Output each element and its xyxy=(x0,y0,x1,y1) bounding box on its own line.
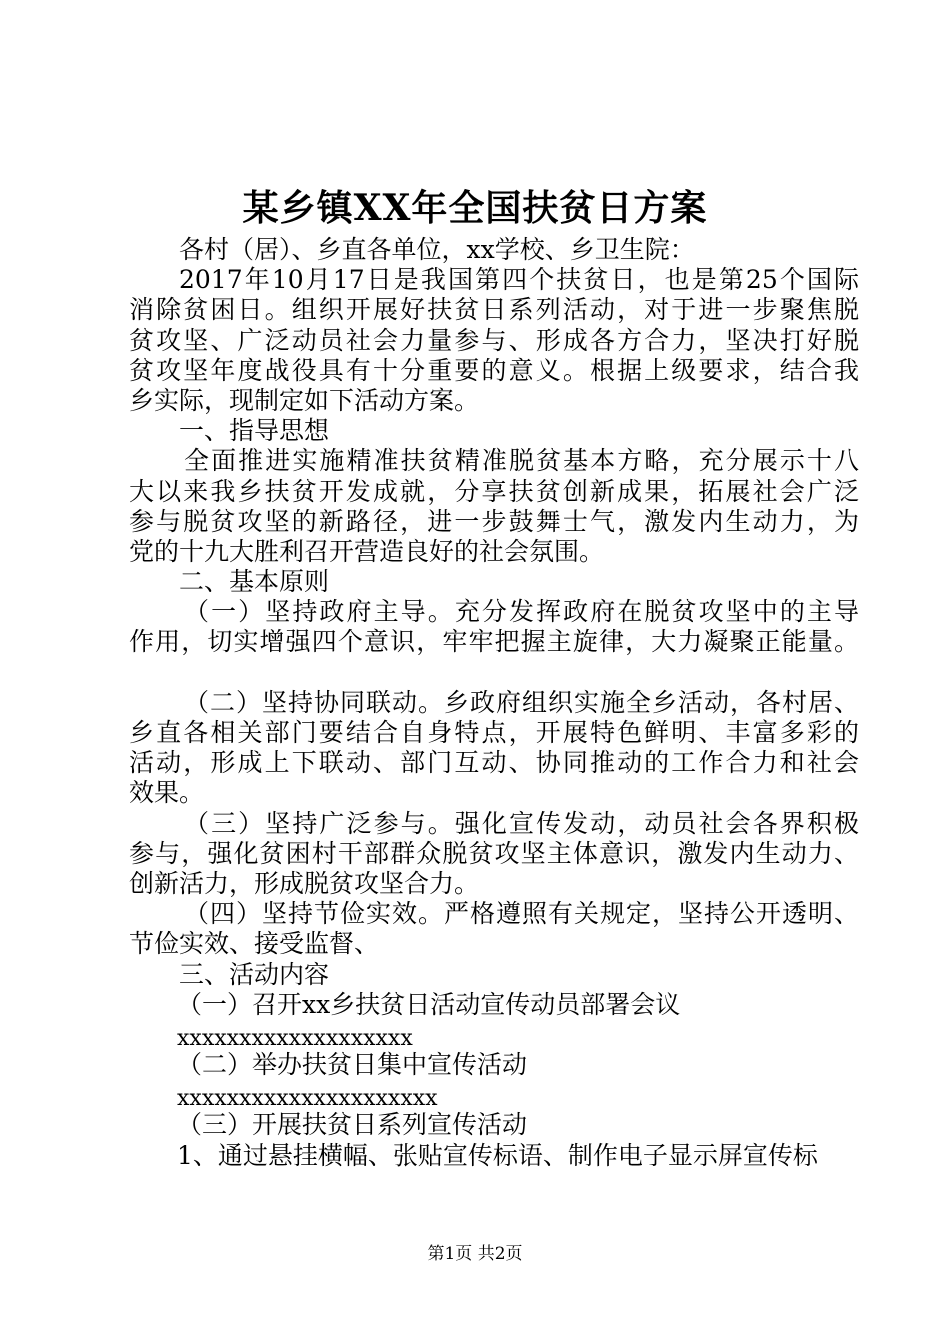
paragraph-line: 效果。 xyxy=(129,778,205,808)
paragraph-line: 党的十九大胜利召开营造良好的社会氛围。 xyxy=(129,536,605,566)
paragraph-line: 2017年10月17日是我国第四个扶贫日，也是第25个国际 xyxy=(179,265,859,295)
paragraph-line: 参与，强化贫困村干部群众脱贫攻坚主体意识，激发内生动力、 xyxy=(129,838,859,868)
salutation-line: 各村（居）、乡直各单位，xx学校、乡卫生院： xyxy=(179,235,695,264)
paragraph-line: （四）坚持节俭实效。严格遵照有关规定，坚持公开透明、 xyxy=(184,899,859,929)
placeholder-line: xxxxxxxxxxxxxxxxxxxxx xyxy=(177,1086,438,1112)
paragraph-line: 活动，形成上下联动、部门互动、协同推动的工作合力和社会 xyxy=(129,748,859,778)
section-heading: 三、活动内容 xyxy=(179,959,330,989)
paragraph-line: 乡直各相关部门要结合自身特点，开展特色鲜明、丰富多彩的 xyxy=(129,718,859,747)
paragraph-line: 全面推进实施精准扶贫精准脱贫基本方略，充分展示十八 xyxy=(184,446,859,476)
page-footer: 第1页 共2页 xyxy=(427,1244,523,1264)
paragraph-line: （三）坚持广泛参与。强化宣传发动，动员社会各界积极 xyxy=(184,808,859,838)
paragraph-line: 贫攻坚、广泛动员社会力量参与、形成各方合力，坚决打好脱 xyxy=(129,325,859,355)
section-heading: 一、指导思想 xyxy=(179,416,330,446)
subsection-heading: （一）召开xx乡扶贫日活动宣传动员部署会议 xyxy=(177,989,681,1019)
paragraph-line: 贫攻坚年度战役具有十分重要的意义。根据上级要求，结合我 xyxy=(129,355,859,385)
paragraph-line: （二）坚持协同联动。乡政府组织实施全乡活动，各村居、 xyxy=(184,687,859,717)
paragraph-line: 乡实际，现制定如下活动方案。 xyxy=(129,385,480,415)
paragraph-line: 消除贫困日。组织开展好扶贫日系列活动，对于进一步聚焦脱 xyxy=(129,295,859,325)
paragraph-line: 参与脱贫攻坚的新路径，进一步鼓舞士气，激发内生动力，为 xyxy=(129,506,859,536)
placeholder-line: xxxxxxxxxxxxxxxxxxx xyxy=(177,1025,413,1051)
blank-line xyxy=(129,658,859,688)
paragraph-line: 1、通过悬挂横幅、张贴宣传标语、制作电子显示屏宣传标 xyxy=(177,1140,818,1170)
paragraph-line: （一）坚持政府主导。充分发挥政府在脱贫攻坚中的主导 xyxy=(184,597,859,627)
paragraph-line: 作用，切实增强四个意识，牢牢把握主旋律，大力凝聚正能量。 xyxy=(129,627,859,657)
subsection-heading: （二）举办扶贫日集中宣传活动 xyxy=(177,1050,528,1080)
document-body xyxy=(129,235,859,1171)
paragraph-line: 节俭实效、接受监督、 xyxy=(129,929,380,959)
paragraph-line: 大以来我乡扶贫开发成就，分享扶贫创新成果，拓展社会广泛 xyxy=(129,476,859,506)
paragraph-line: 创新活力，形成脱贫攻坚合力。 xyxy=(129,868,480,898)
subsection-heading: （三）开展扶贫日系列宣传活动 xyxy=(177,1110,528,1140)
document-title: 某乡镇XX年全国扶贫日方案 xyxy=(242,187,708,229)
section-heading: 二、基本原则 xyxy=(179,567,330,597)
